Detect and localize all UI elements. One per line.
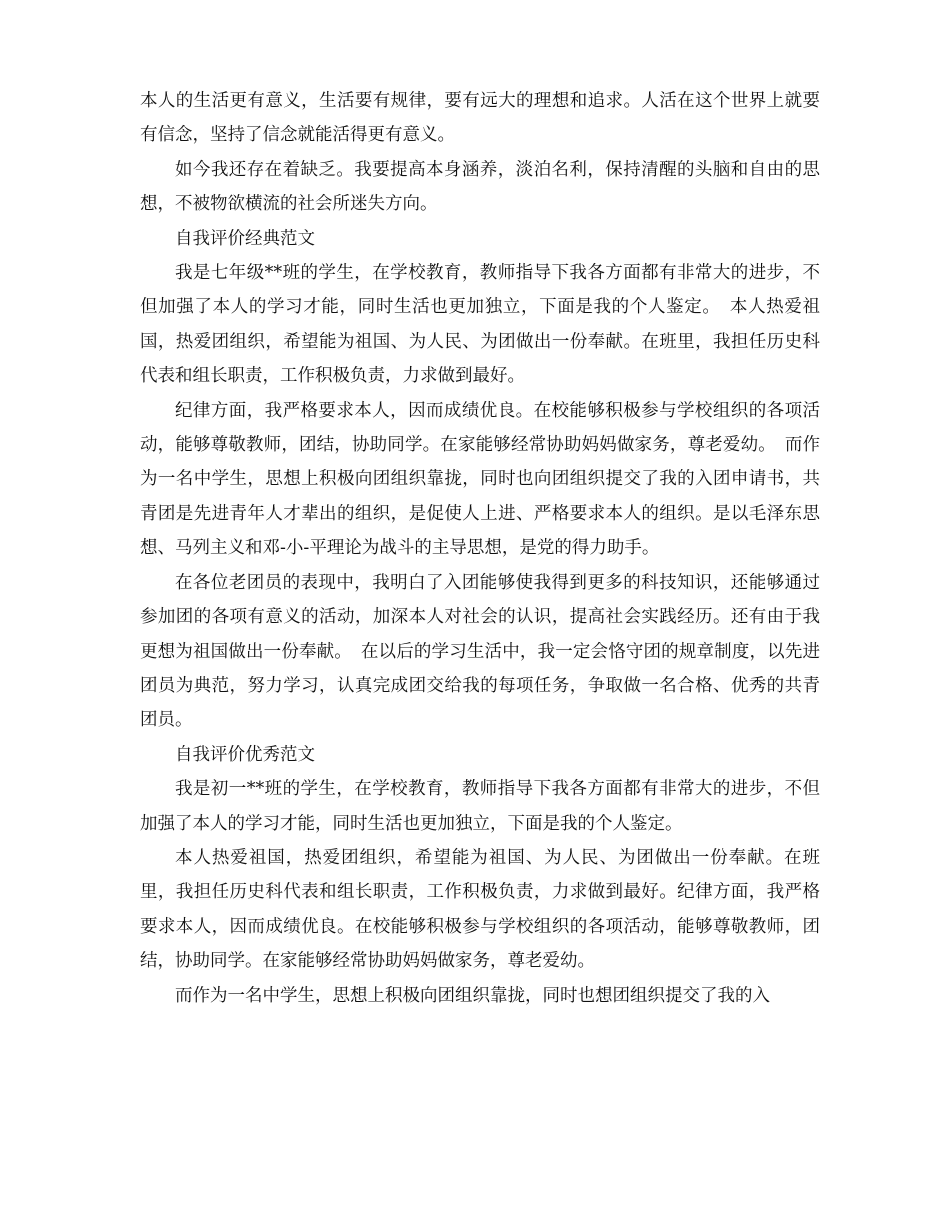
section-heading-classic: 自我评价经典范文 (175, 228, 315, 249)
paragraph: 如今我还存在着缺乏。我要提高本身涵养，淡泊名利，保持清醒的头脑和自由的思想，不被物欲横流的社会所迷失方向。 (140, 159, 820, 215)
paragraph: 纪律方面，我严格要求本人，因而成绩优良。在校能够积极参与学校组织的各项活动，能够尊敬教师，团结，协助同学。在家能够经常协助妈妈做家务，尊老爱幼。 而作为一名中学生，思想上积极向团组织靠拢，同时也向团组织提交了我的入团申请书，共青团是先进青年人才辈出的组织，是促使人上进、严格要求本人的组织。是以毛泽东思想、马列主义和邓-小-平理论为战斗的主导思想，是党的得力助手。 (140, 400, 820, 559)
paragraph: 本人热爱祖国，热爱团组织，希望能为祖国、为人民、为团做出一份奉献。在班里，我担任历史科代表和组长职责，工作积极负责，力求做到最好。纪律方面，我严格要求本人，因而成绩优良。在校能够积极参与学校组织的各项活动，能够尊敬教师，团结，协助同学。在家能够经常协助妈妈做家务，尊老爱幼。 (140, 847, 820, 972)
paragraph: 我是七年级**班的学生，在学校教育，教师指导下我各方面都有非常大的进步，不但加强了本人的学习才能，同时生活也更加独立，下面是我的个人鉴定。 本人热爱祖国，热爱团组织，希望能为祖国、为人民、为团做出一份奉献。在班里，我担任历史科代表和组长职责，工作积极负责，力求做到最好。 (140, 263, 820, 387)
paragraph-continuation: 本人的生活更有意义，生活要有规律，要有远大的理想和追求。人活在这个世界上就要有信念，坚持了信念就能活得更有意义。 (140, 91, 820, 146)
paragraph: 我是初一**班的学生，在学校教育，教师指导下我各方面都有非常大的进步，不但加强了本人的学习才能，同时生活也更加独立，下面是我的个人鉴定。 (140, 779, 820, 834)
section-heading-excellent: 自我评价优秀范文 (175, 744, 315, 765)
paragraph: 在各位老团员的表现中，我明白了入团能够使我得到更多的科技知识，还能够通过参加团的各项有意义的活动，加深本人对社会的认识，提高社会实践经历。还有由于我更想为祖国做出一份奉献。 在以后的学习生活中，我一定会恪守团的规章制度，以先进团员为典范，努力学习，认真完成团交给我的每项任务，争取做一名合格、优秀的共青团员。 (140, 572, 820, 731)
document-body (140, 84, 820, 1013)
paragraph: 而作为一名中学生，思想上积极向团组织靠拢，同时也想团组织提交了我的入 (175, 985, 770, 1006)
